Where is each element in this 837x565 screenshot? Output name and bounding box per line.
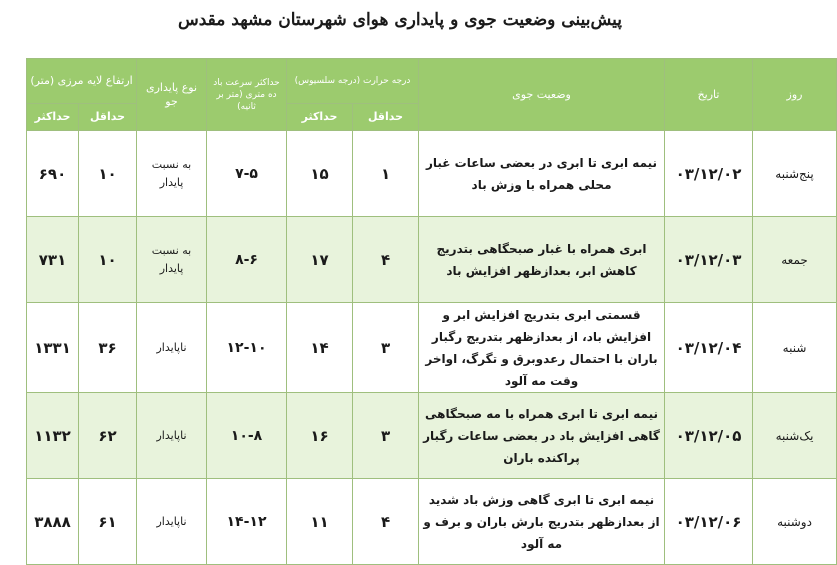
temp-max-cell: ۱۵ [287,131,353,217]
mix-max-cell: ۳۸۸۸ [27,479,79,565]
header-stability: نوع پایداری جو [137,59,207,131]
temp-min-cell: ۴ [353,217,419,303]
mix-max-cell: ۷۳۱ [27,217,79,303]
stability-cell: به نسبت پایدار [137,217,207,303]
stability-cell: ناپایدار [137,393,207,479]
header-wind: حداکثر سرعت باد ده متری (متر بر ثانیه) [207,59,287,131]
day-cell: شنبه [753,303,837,393]
weather-cell: قسمتی ابری بتدریج افزایش ابر و افزایش باد، از بعدازظهر بتدریج رگبار باران با احتمال رعدوبرق و تگرگ، اواخر وقت مه آلود [419,303,665,393]
table-row [27,217,837,303]
mix-max-cell: ۶۹۰ [27,131,79,217]
forecast-table [26,58,837,565]
mix-min-cell: ۱۰ [79,131,137,217]
temp-min-cell: ۴ [353,479,419,565]
page-title: پیش‌بینی وضعیت جوی و پایداری هوای شهرستان مشهد مقدس [177,10,622,30]
weather-cell: نیمه ابری تا ابری در بعضی ساعات غبار محلی همراه با وزش باد [419,131,665,217]
mix-max-cell: ۱۱۳۲ [27,393,79,479]
table-header [27,59,837,131]
day-cell: دوشنبه [753,479,837,565]
header-weather: وضعیت جوی [419,59,665,131]
stability-cell: به نسبت پایدار [137,131,207,217]
temp-min-cell: ۱ [353,131,419,217]
table-row [27,479,837,565]
table-row [27,131,837,217]
table-row [27,303,837,393]
temp-max-cell: ۱۴ [287,303,353,393]
date-cell: ۰۳/۱۲/۰۳ [665,217,753,303]
temp-max-cell: ۱۶ [287,393,353,479]
mix-min-cell: ۱۰ [79,217,137,303]
mix-max-cell: ۱۳۳۱ [27,303,79,393]
wind-cell: ۱۲-۱۰ [207,303,287,393]
wind-cell: ۱۰-۸ [207,393,287,479]
header-mix-min: حداقل [79,104,137,131]
date-cell: ۰۳/۱۲/۰۵ [665,393,753,479]
day-cell: پنج‌شنبه [753,131,837,217]
header-date: تاریخ [665,59,753,131]
header-temp-min: حداقل [353,104,419,131]
date-cell: ۰۳/۱۲/۰۲ [665,131,753,217]
header-day: روز [753,59,837,131]
header-mix-max: حداکثر [27,104,79,131]
day-cell: یک‌شنبه [753,393,837,479]
mix-min-cell: ۳۶ [79,303,137,393]
day-cell: جمعه [753,217,837,303]
header-temp-max: حداکثر [287,104,353,131]
temp-max-cell: ۱۷ [287,217,353,303]
stability-cell: ناپایدار [137,479,207,565]
wind-cell: ۸-۶ [207,217,287,303]
date-cell: ۰۳/۱۲/۰۶ [665,479,753,565]
temp-min-cell: ۳ [353,393,419,479]
header-mixing-height: ارتفاع لایه مرزی (متر) [27,59,137,104]
mix-min-cell: ۶۱ [79,479,137,565]
date-cell: ۰۳/۱۲/۰۴ [665,303,753,393]
temp-max-cell: ۱۱ [287,479,353,565]
wind-cell: ۱۴-۱۲ [207,479,287,565]
stability-cell: ناپایدار [137,303,207,393]
wind-cell: ۷-۵ [207,131,287,217]
header-temperature: درجه حرارت (درجه سلسیوس) [287,59,419,104]
mix-min-cell: ۶۲ [79,393,137,479]
weather-cell: ابری همراه با غبار صبحگاهی بتدریج کاهش ابر، بعدازظهر افزایش باد [419,217,665,303]
weather-cell: نیمه ابری تا ابری گاهی وزش باد شدید از بعدازظهر بتدریج بارش باران و برف و مه آلود [419,479,665,565]
weather-cell: نیمه ابری تا ابری همراه با مه صبحگاهی گاهی افزایش باد در بعضی ساعات رگبار پراکنده باران [419,393,665,479]
temp-min-cell: ۳ [353,303,419,393]
table-row [27,393,837,479]
